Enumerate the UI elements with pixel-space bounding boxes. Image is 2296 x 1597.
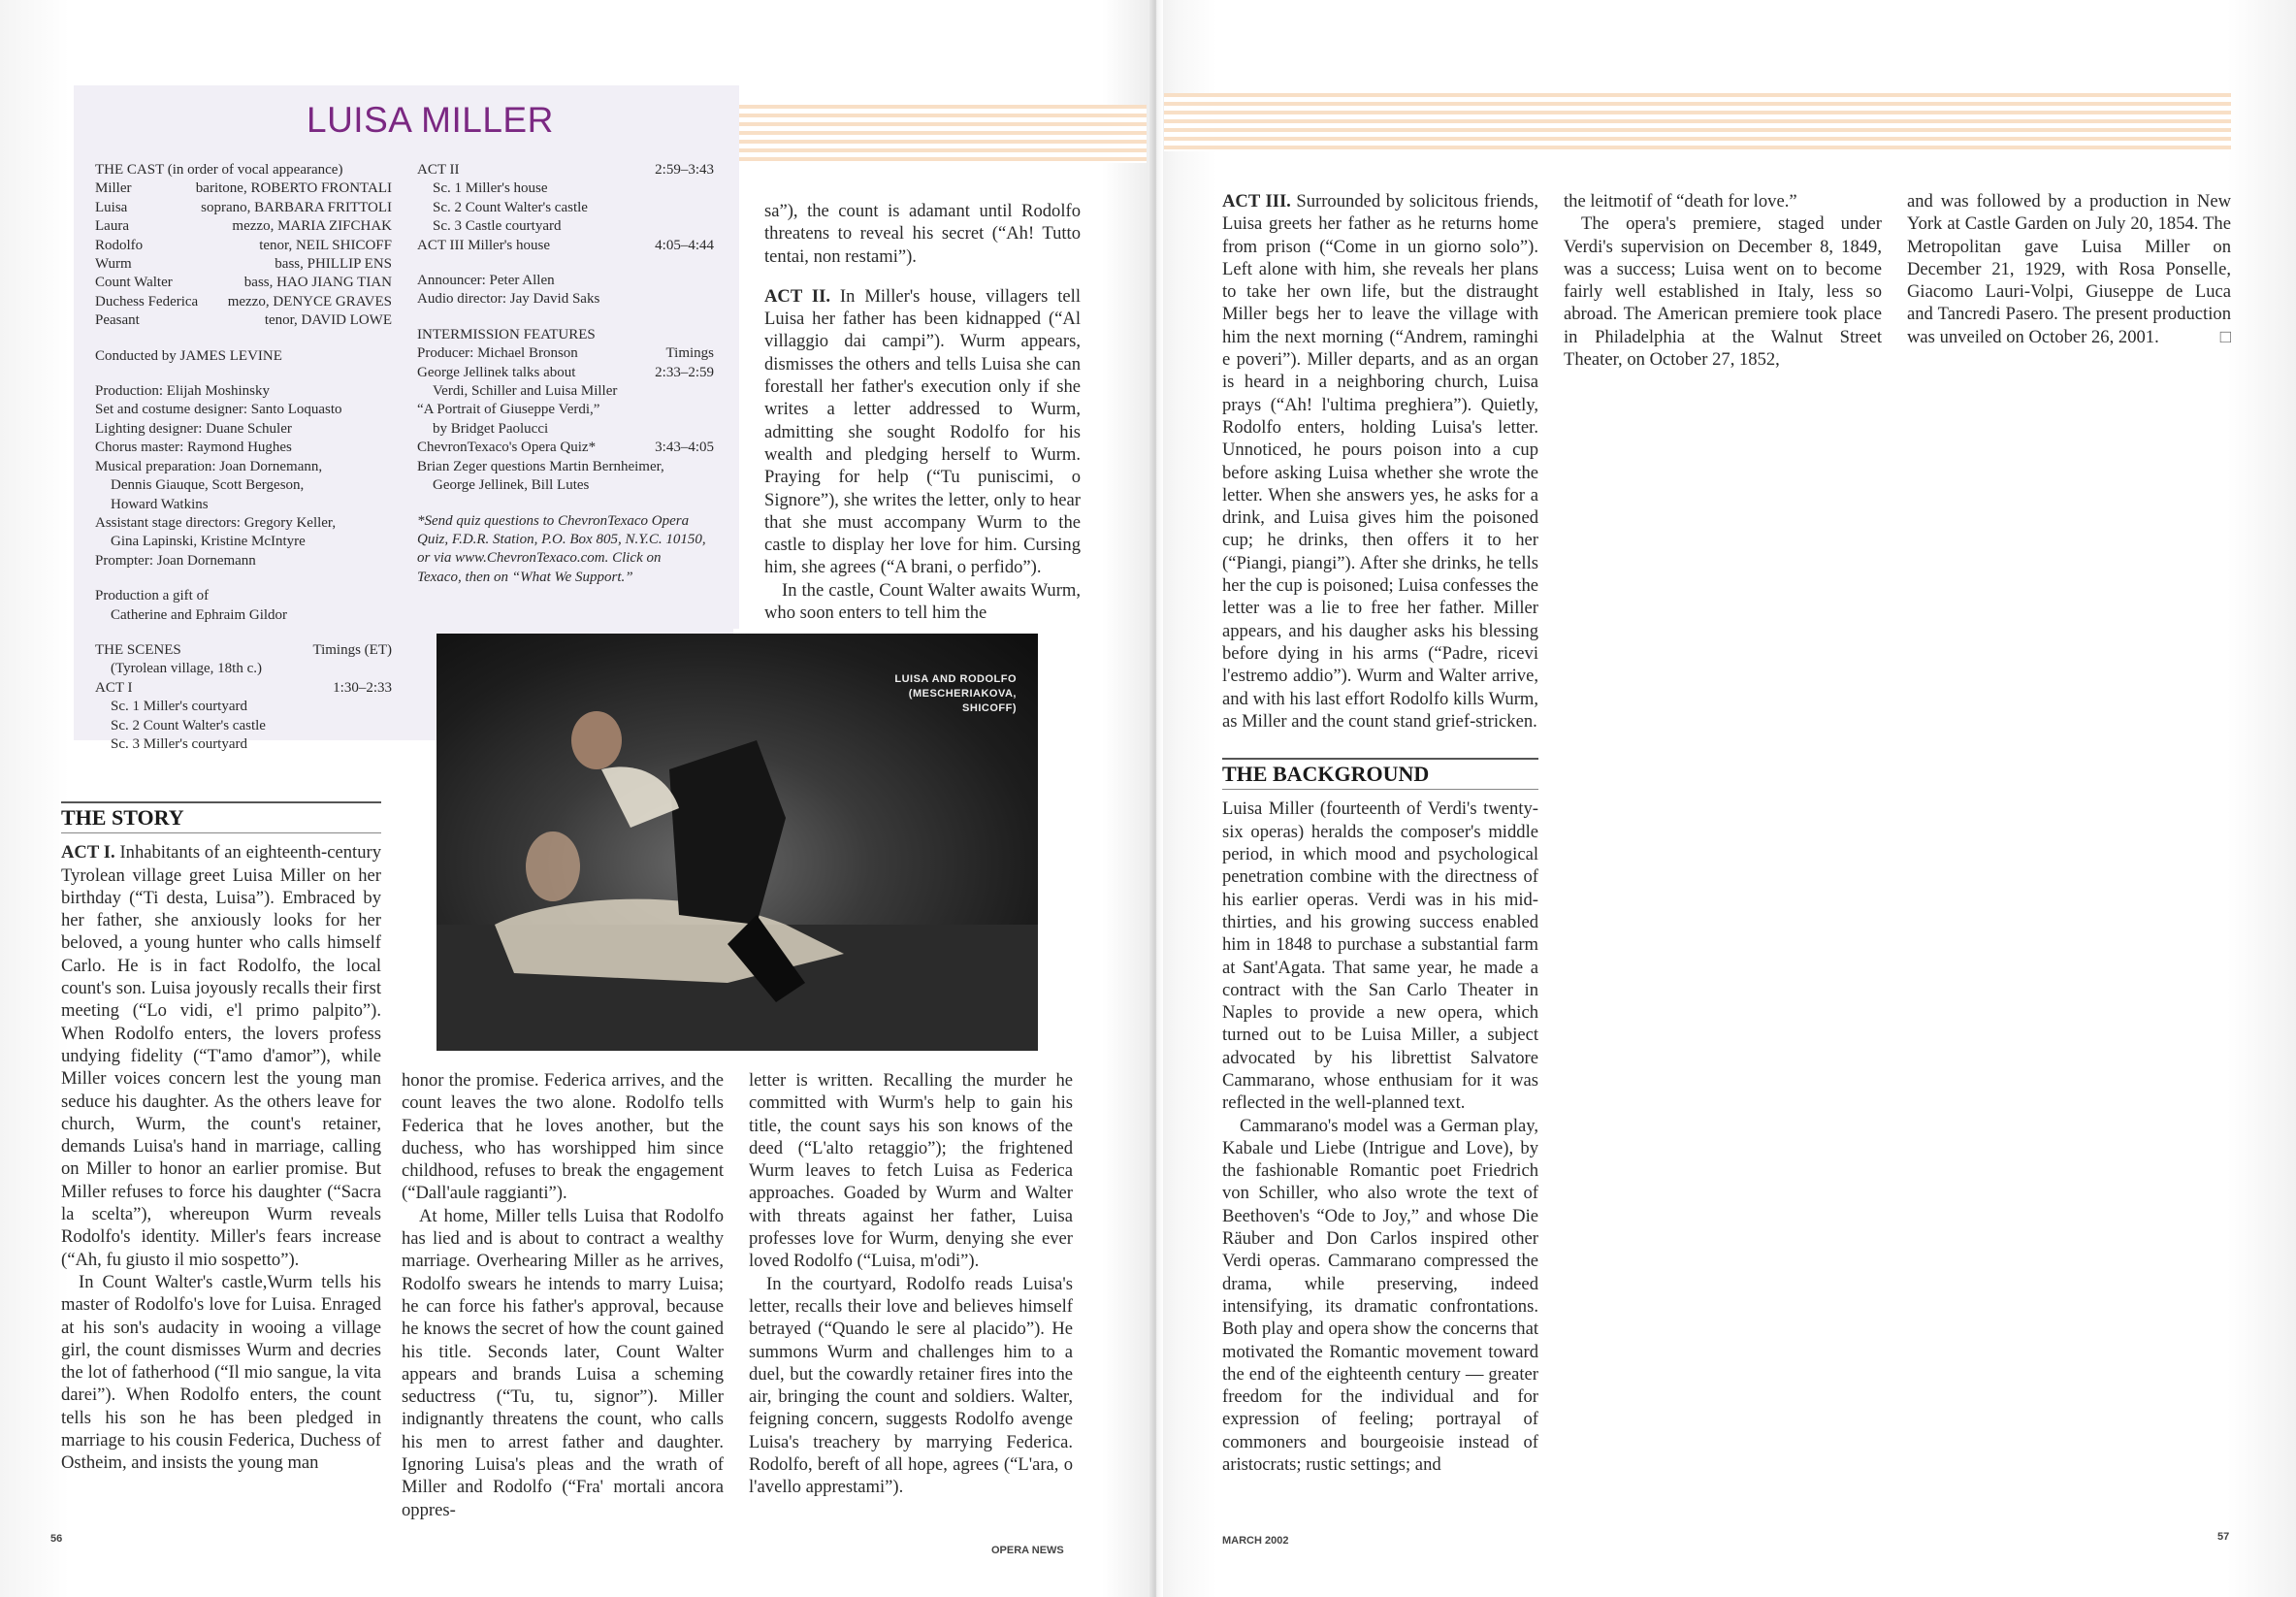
credit-line: Assistant stage directors: Gregory Keller,	[95, 514, 337, 531]
left-page-number: 56	[50, 1533, 63, 1545]
cast-role: Luisa	[95, 199, 128, 215]
story-in-castle: In the castle, Count Walter awaits Wurm, who soon enters to tell him the	[764, 579, 1081, 624]
cast-rows	[95, 179, 392, 330]
act1-scene-2: Sc. 2 Count Walter's castle	[111, 717, 266, 733]
cast-row	[95, 179, 392, 198]
cast-performer: tenor, DAVID LOWE	[264, 312, 392, 329]
credit-line: Howard Watkins	[111, 496, 209, 512]
cast-performer: mezzo, MARIA ZIFCHAK	[232, 218, 392, 235]
intermission-heading: INTERMISSION FEATURES	[417, 326, 596, 342]
act1-time: 1:30–2:33	[333, 679, 392, 696]
cast-row	[95, 199, 392, 217]
credit-line: Lighting designer: Duane Schuler	[95, 420, 292, 437]
cast-row	[95, 255, 392, 274]
producer: Producer: Michael Bronson	[417, 345, 578, 362]
production-photo	[437, 634, 1038, 1051]
cast-role: Rodolfo	[95, 237, 144, 253]
caption-line-1: LUISA AND RODOLFO	[894, 673, 1017, 685]
caption-line-2: (MESCHERIAKOVA,	[908, 688, 1017, 700]
feature2: ChevronTexaco's Opera Quiz*	[417, 440, 597, 456]
cast-role: Laura	[95, 218, 129, 235]
cast-panel-edge	[733, 85, 739, 629]
story-act1-castle: In Count Walter's castle,Wurm tells his master of Rodolfo's love for Luisa. Enraged at his son's audacity in wooing a village girl, the count dismisses Wurm and decries the lot of fatherhood (“Il mio sangue, la vita darei”). When Rodolfo enters, the count tells his son he has been pledged in marriage to his cousin Federica, Duchess of Ostheim, and insists the young man	[61, 1271, 381, 1474]
header-stripes-right	[1164, 93, 2231, 151]
cast-performer: soprano, BARBARA FRITTOLI	[201, 199, 392, 215]
story-at-home: At home, Miller tells Luisa that Rodolfo has lied and is about to contract a wealthy marriage. Overhearing Miller as he arrives, Rodolfo swears he intends to marry Luisa; he can force his father's approval, because he knows the secret of how the count gained his title. Seconds later, Count Walter appears and brands Luisa a scheming seductress (“Tu, tu, signor”). Miller indignantly threatens the count, who calls his men to arrest father and daughter. Ignoring Luisa's pleas and the wrath of Miller and Rodolfo (“Fra' mortali ancora oppres-	[402, 1205, 724, 1520]
story-column-1	[61, 801, 381, 1475]
cast-role: Wurm	[95, 256, 132, 273]
cast-role: Duchess Federica	[95, 293, 199, 310]
act1-scene-3: Sc. 3 Miller's courtyard	[111, 735, 248, 752]
gift-line-2: Catherine and Ephraim Gildor	[111, 606, 288, 623]
cast-performer: mezzo, DENYCE GRAVES	[227, 293, 392, 310]
act1-lead: ACT I.	[61, 842, 115, 864]
scenes-heading: THE SCENES	[95, 641, 181, 658]
act2-scene-1: Sc. 1 Miller's house	[433, 180, 548, 197]
cast-list	[95, 161, 392, 754]
act3-column	[1222, 190, 1538, 1476]
cast-role: Peasant	[95, 312, 140, 329]
act1-scene-1: Sc. 1 Miller's courtyard	[111, 699, 248, 715]
act2-scene-3: Sc. 3 Castle courtyard	[433, 218, 562, 235]
announcer: Announcer: Peter Allen	[417, 273, 555, 289]
feature1-time: 2:33–2:59	[655, 364, 714, 380]
feature2-line-2: George Jellinek, Bill Lutes	[433, 477, 590, 494]
background-column-3	[1907, 190, 2231, 348]
right-page-number: 57	[2217, 1531, 2230, 1543]
act2-scene-2: Sc. 2 Count Walter's castle	[433, 199, 588, 215]
feature1-line-3: “A Portrait of Giuseppe Verdi,”	[417, 402, 600, 418]
cast-role: Miller	[95, 180, 132, 197]
feature2-line-1: Brian Zeger questions Martin Bernheimer,	[417, 458, 664, 474]
act1-label: ACT I	[95, 679, 133, 696]
act3-text: Surrounded by solicitous friends, Luisa greets her father as he returns home from prison (“Come in un giorno solo”). Left alone with him, she reveals her plans to take her own life, but the distraught Miller begs her to leave the village with him the next morning (“Andrem, raminghi e poveri”). Miller departs, and as an organ is heard in a neighboring church, Luisa prays (“Ah! l'ultima preghiera”). Quietly, Rodolfo enters, holding Luisa's letter. Unnoticed, he pours poison into a cup before asking Luisa whether she wrote the letter. When she answers yes, he asks for a drink, and Luisa gives him the poisoned cup; he drinks, then offers it to her (“Piangi, piangi”). After she drinks, he tells her the cup is poisoned; Luisa confesses the letter was a lie to free her father. Miller appears, and his daugher asks his blessing before dying in his arms (“Padre, ricevi l'estremo addio”). Wurm and Walter arrive, and with his last effort Rodolfo kills Wurm, as Miller and the count stand grief-stricken.	[1222, 191, 1538, 732]
timings-label: Timings (ET)	[312, 641, 392, 658]
credit-line: Prompter: Joan Dornemann	[95, 552, 256, 569]
story-act1-text: Inhabitants of an eighteenth-century Tyrolean village greet Luisa Miller on her birthday (“Ti desta, Luisa”). Embraced by her father, she anxiously looks for her beloved, a young hunter who calls himself Carlo. He is in fact Rodolfo, the local count's son. Luisa joyously recalls their first meeting (“Lo vidi, e'l primo palpito”). When Rodolfo enters, the lovers profess undying fidelity (“T'amo d'amor”), while Miller voices concern lest the young man seduce his daughter. As the others leave for church, Wurm, the count's retainer, demands Luisa's hand in marriage, calling on Miller to honor an earlier promise. But Miller refuses to force his daughter (“Sacra la scelta”), whereupon Wurm reveals Rodolfo's identity. Miller's fears increase (“Ah, fu giusto il mio sospetto”).	[61, 842, 381, 1270]
cast-performer: bass, PHILLIP ENS	[275, 256, 392, 273]
credit-line: Musical preparation: Joan Dornemann,	[95, 458, 323, 474]
credit-line: Set and costume designer: Santo Loquasto	[95, 402, 342, 418]
quiz-footnote: *Send quiz questions to ChevronTexaco Opera Quiz, F.D.R. Station, P.O. Box 805, N.Y.C. 10150, or via www.ChevronTexaco.com. Click on Texaco, then on “What We Support.”	[417, 512, 706, 585]
feature1-line-4: by Bridget Paolucci	[433, 420, 549, 437]
end-mark: □	[2219, 326, 2231, 347]
header-stripes-left	[739, 105, 1147, 163]
production-credits	[95, 382, 392, 570]
story-column-3	[764, 200, 1081, 624]
credit-line: Production: Elijah Moshinsky	[95, 383, 270, 400]
story-courtyard: In the courtyard, Rodolfo reads Luisa's letter, recalls their love and believes himself betrayed (“Quando le sere al placido”). He summons Wurm and challenges him to a duel, but the cowardly retainer fires into the air, bringing the count and soldiers. Walter, feigning concern, suggests Rodolfo avenge Luisa's treachery by marrying Federica. Rodolfo, bereft of all hope, agrees (“L'ara, o l'avello apprestami”).	[749, 1273, 1073, 1498]
photo-caption	[894, 672, 1017, 716]
scenes-setting: (Tyrolean village, 18th c.)	[111, 661, 262, 677]
background-p2: Cammarano's model was a German play, Kabale und Liebe (Intrigue and Love), by the fashionable Romantic poet Friedrich von Schiller, who also wrote the text of Beethoven's “Ode to Joy,” and whose Die Räuber and Don Carlos inspired other Verdi operas. Cammarano compressed the drama, while preserving, indeed intensifying, its dramatic confrontations. Both play and opera show the concerns that motivated the Romantic movement toward the end of the eighteenth century — greater freedom for the individual and for expression of feeling; portrayal of commoners and bourgeoisie instead of aristocrats; rustic settings; and	[1222, 1115, 1538, 1476]
feature1-line-1: George Jellinek talks about	[417, 364, 576, 380]
story-act2-text: In Miller's house, villagers tell Luisa her father has been kidnapped (“Al villaggio dai campi”). Wurm appears, dismisses the others and tells Luisa she can forestall her father's execution only if she writes a letter addressed to Wurm, admitting she sought Rodolfo for his wealth and pledging herself to Wurm. Praying for help (“Tu puniscimi, o Signore”), she writes the letter, only to hear that she must accompany Wurm to the castle to display her love for him. Cursing him, she agrees (“A brani, o perfido”).	[764, 285, 1081, 578]
timings-word: Timings	[665, 345, 714, 362]
act2-lead: ACT II.	[764, 285, 830, 307]
story-adamant: sa”), the count is adamant until Rodolfo threatens to reveal his secret (“Ah! Tutto tentai, non restami”).	[764, 201, 1081, 267]
cast-row	[95, 217, 392, 236]
magazine-name: OPERA NEWS	[991, 1545, 1064, 1556]
page-title: LUISA MILLER	[307, 100, 554, 140]
act3-label: ACT III Miller's house	[417, 237, 550, 253]
credit-line: Chorus master: Raymond Hughes	[95, 440, 292, 456]
story-column-4	[749, 1069, 1073, 1499]
feature2-time: 3:43–4:05	[655, 440, 714, 456]
background-met: and was followed by a production in New York at Castle Garden on July 20, 1854. The Metropolitan gave Luisa Miller on December 21, 1929, with Rosa Ponselle, Giacomo Lauri-Volpi, Giuseppe de Luca and Tancredi Pasero. The present production was unveiled on October 26, 2001.	[1907, 191, 2231, 347]
act2-time: 2:59–3:43	[655, 162, 714, 178]
story-letter: letter is written. Recalling the murder he committed with Wurm's help to gain his title, the count says his son knows of the deed (“L'alto retaggio”); the frightened Wurm leaves to fetch Luisa as Federica approaches. Goaded by Wurm and Walter with threats against her father, Luisa professes love for Wurm, denying she ever loved Rodolfo (“Luisa, m'odi”).	[749, 1070, 1073, 1272]
background-premiere: The opera's premiere, staged under Verdi's supervision on December 8, 1849, was a success; Luisa went on to become fairly well established in Italy, less so abroad. The American premiere took place in Philadelphia at the Walnut Street Theater, on October 27, 1852,	[1564, 213, 1882, 371]
cast-performer: baritone, ROBERTO FRONTALI	[195, 180, 392, 197]
story-column-2	[402, 1069, 724, 1521]
story-federica: honor the promise. Federica arrives, and the count leaves the two alone. Rodolfo tells Federica that he loves another, but the duchess, who has worshipped him since childhood, refuses to break the engagement (“Dall'aule raggianti”).	[402, 1070, 724, 1204]
acts-list	[417, 161, 714, 587]
cast-role: Count Walter	[95, 275, 173, 291]
cast-row	[95, 311, 392, 330]
feature1-line-2: Verdi, Schiller and Luisa Miller	[433, 383, 618, 400]
cast-performer: tenor, NEIL SHICOFF	[259, 237, 392, 253]
cast-row	[95, 237, 392, 255]
cast-row	[95, 274, 392, 292]
act3-time: 4:05–4:44	[655, 237, 714, 253]
credit-line: Gina Lapinski, Kristine McIntyre	[111, 534, 306, 550]
gutter-fold	[1149, 0, 1163, 1597]
caption-line-3: SHICOFF)	[962, 702, 1017, 714]
background-p1: Luisa Miller (fourteenth of Verdi's twenty-six operas) heralds the composer's middle period, in which mood and psychological penetration combine with the directness of his earlier operas. Verdi was in his mid-thirties, and his growing success enabled him in 1848 to purchase a substantial farm at Sant'Agata. That same year, he made a contract with the San Carlo Theater in Naples to provide a new opera, which turned out to be Luisa Miller, a subject advocated by his librettist Salvatore Cammarano, whose enthusiam for it was reflected in the well-planned text.	[1222, 798, 1538, 1114]
credit-line: Dennis Giauque, Scott Bergeson,	[111, 477, 305, 494]
cast-heading: THE CAST (in order of vocal appearance)	[95, 162, 343, 178]
background-column-2	[1564, 190, 1882, 371]
audio-director: Audio director: Jay David Saks	[417, 291, 600, 308]
issue-date: MARCH 2002	[1222, 1535, 1289, 1547]
background-heading: THE BACKGROUND	[1222, 758, 1538, 790]
cast-row	[95, 293, 392, 311]
story-heading: THE STORY	[61, 801, 381, 833]
background-leitmotif: the leitmotif of “death for love.”	[1564, 191, 1797, 212]
conductor: Conducted by JAMES LEVINE	[95, 347, 282, 364]
act3-lead: ACT III.	[1222, 191, 1291, 212]
cast-performer: bass, HAO JIANG TIAN	[243, 275, 392, 291]
gift-line-1: Production a gift of	[95, 588, 210, 604]
act2-label: ACT II	[417, 162, 460, 178]
